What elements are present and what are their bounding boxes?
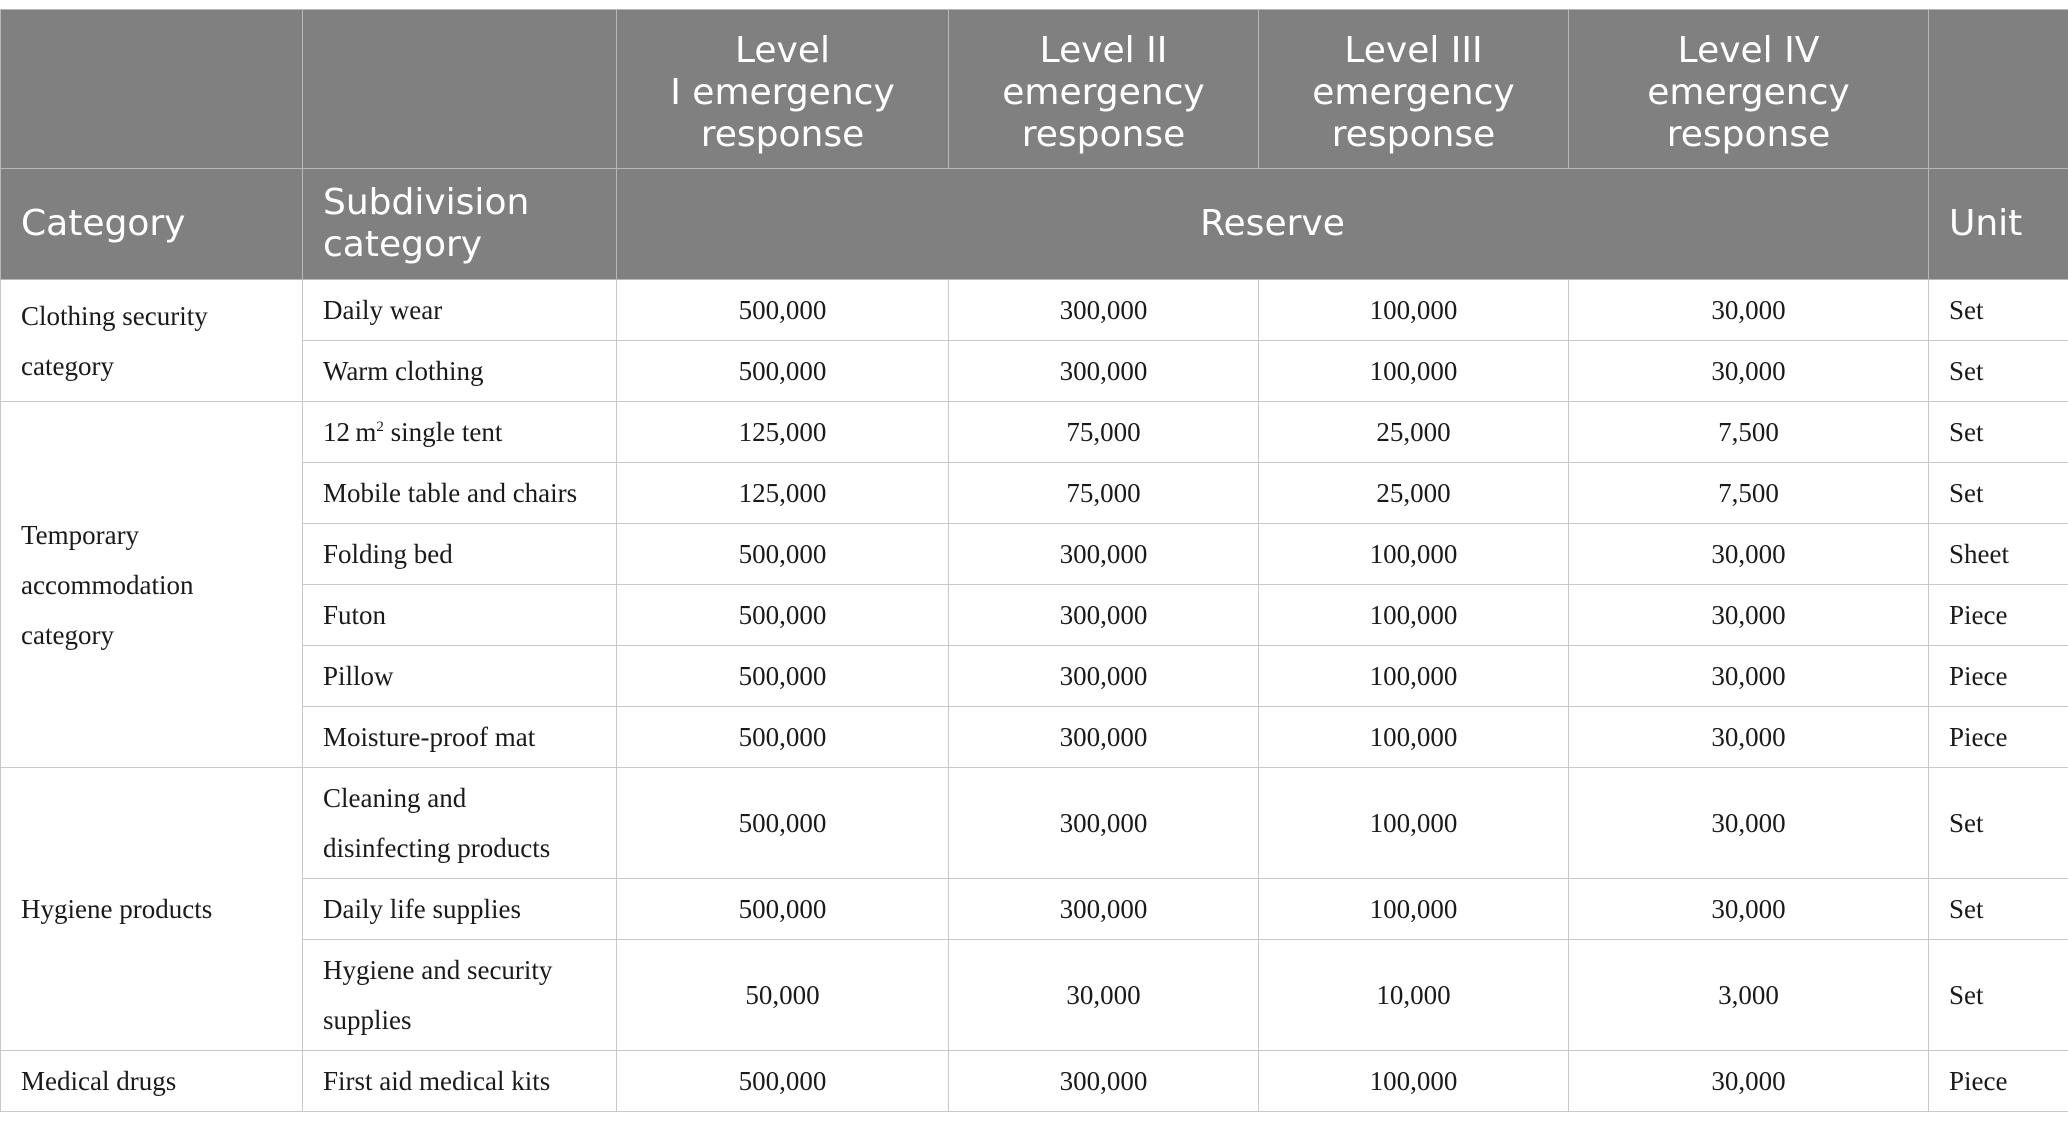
level-1-value: 500,000	[617, 280, 949, 341]
level-4-value: 30,000	[1569, 707, 1929, 768]
header-unit: Unit	[1929, 169, 2068, 280]
header-level-3: Level III emergency response	[1259, 10, 1569, 169]
level-1-value: 500,000	[617, 707, 949, 768]
level-4-value: 30,000	[1569, 1051, 1929, 1112]
table-row	[1, 646, 2068, 707]
level-3-value: 25,000	[1259, 463, 1569, 524]
emergency-reserve-table	[0, 9, 2068, 1112]
level-2-value: 300,000	[949, 1051, 1259, 1112]
unit-cell: Piece	[1929, 646, 2068, 707]
level-4-value: 30,000	[1569, 646, 1929, 707]
unit-cell: Piece	[1929, 585, 2068, 646]
category-cell: Medical drugs	[1, 1051, 303, 1112]
level-4-value: 7,500	[1569, 463, 1929, 524]
table-body	[1, 280, 2068, 1112]
table-row	[1, 585, 2068, 646]
table-row	[1, 879, 2068, 940]
subdivision-cell: Daily wear	[303, 280, 617, 341]
unit-cell: Sheet	[1929, 524, 2068, 585]
unit-cell: Set	[1929, 463, 2068, 524]
table-row	[1, 940, 2068, 1051]
subdivision-cell: Pillow	[303, 646, 617, 707]
level-3-value: 10,000	[1259, 940, 1569, 1051]
level-4-value: 3,000	[1569, 940, 1929, 1051]
level-3-value: 100,000	[1259, 1051, 1569, 1112]
level-4-value: 7,500	[1569, 402, 1929, 463]
level-3-value: 25,000	[1259, 402, 1569, 463]
unit-cell: Set	[1929, 280, 2068, 341]
subdivision-cell: Moisture-proof mat	[303, 707, 617, 768]
table-row	[1, 341, 2068, 402]
header-blank-cell	[303, 10, 617, 169]
header-reserve: Reserve	[617, 169, 1929, 280]
unit-cell: Piece	[1929, 707, 2068, 768]
subdivision-cell: 12 $m^2$ single tent	[303, 402, 617, 463]
level-1-value: 500,000	[617, 768, 949, 879]
level-4-value: 30,000	[1569, 341, 1929, 402]
header-row-labels	[1, 169, 2068, 280]
level-1-value: 500,000	[617, 341, 949, 402]
level-4-value: 30,000	[1569, 585, 1929, 646]
subdivision-cell: Mobile table and chairs	[303, 463, 617, 524]
subdivision-cell: Daily life supplies	[303, 879, 617, 940]
level-1-value: 500,000	[617, 585, 949, 646]
subdivision-cell: Hygiene and security supplies	[303, 940, 617, 1051]
level-1-value: 50,000	[617, 940, 949, 1051]
unit-cell: Set	[1929, 879, 2068, 940]
unit-cell: Piece	[1929, 1051, 2068, 1112]
unit-cell: Set	[1929, 768, 2068, 879]
level-1-value: 125,000	[617, 463, 949, 524]
level-3-value: 100,000	[1259, 341, 1569, 402]
table-row	[1, 280, 2068, 341]
table-row	[1, 768, 2068, 879]
table-row	[1, 1051, 2068, 1112]
unit-cell: Set	[1929, 402, 2068, 463]
level-1-value: 500,000	[617, 524, 949, 585]
header-level-1: Level I emergency response	[617, 10, 949, 169]
subdivision-cell: First aid medical kits	[303, 1051, 617, 1112]
subdivision-cell: Cleaning and disinfecting products	[303, 768, 617, 879]
level-3-value: 100,000	[1259, 707, 1569, 768]
level-2-value: 300,000	[949, 879, 1259, 940]
level-1-value: 500,000	[617, 1051, 949, 1112]
level-3-value: 100,000	[1259, 585, 1569, 646]
header-level-4: Level IV emergency response	[1569, 10, 1929, 169]
level-3-value: 100,000	[1259, 768, 1569, 879]
table-row	[1, 463, 2068, 524]
level-2-value: 300,000	[949, 646, 1259, 707]
level-2-value: 300,000	[949, 341, 1259, 402]
subdivision-cell: Futon	[303, 585, 617, 646]
level-2-value: 300,000	[949, 585, 1259, 646]
level-3-value: 100,000	[1259, 879, 1569, 940]
header-blank-cell	[1, 10, 303, 169]
level-2-value: 30,000	[949, 940, 1259, 1051]
header-blank-cell	[1929, 10, 2068, 169]
level-1-value: 500,000	[617, 879, 949, 940]
level-1-value: 500,000	[617, 646, 949, 707]
level-2-value: 300,000	[949, 768, 1259, 879]
table-row	[1, 402, 2068, 463]
level-3-value: 100,000	[1259, 280, 1569, 341]
level-2-value: 75,000	[949, 402, 1259, 463]
level-3-value: 100,000	[1259, 646, 1569, 707]
unit-cell: Set	[1929, 341, 2068, 402]
level-4-value: 30,000	[1569, 768, 1929, 879]
unit-cell: Set	[1929, 940, 2068, 1051]
level-1-value: 125,000	[617, 402, 949, 463]
table-row	[1, 524, 2068, 585]
header-category: Category	[1, 169, 303, 280]
header-level-2: Level II emergency response	[949, 10, 1259, 169]
category-cell: Hygiene products	[1, 768, 303, 1051]
header-row-levels	[1, 10, 2068, 169]
level-2-value: 300,000	[949, 707, 1259, 768]
level-4-value: 30,000	[1569, 524, 1929, 585]
level-2-value: 75,000	[949, 463, 1259, 524]
level-4-value: 30,000	[1569, 879, 1929, 940]
subdivision-cell: Warm clothing	[303, 341, 617, 402]
level-2-value: 300,000	[949, 280, 1259, 341]
level-3-value: 100,000	[1259, 524, 1569, 585]
category-cell: Clothing security category	[1, 280, 303, 402]
category-cell: Temporary accommodation category	[1, 402, 303, 768]
table-row	[1, 707, 2068, 768]
header-subdivision: Subdivision category	[303, 169, 617, 280]
level-2-value: 300,000	[949, 524, 1259, 585]
subdivision-cell: Folding bed	[303, 524, 617, 585]
level-4-value: 30,000	[1569, 280, 1929, 341]
